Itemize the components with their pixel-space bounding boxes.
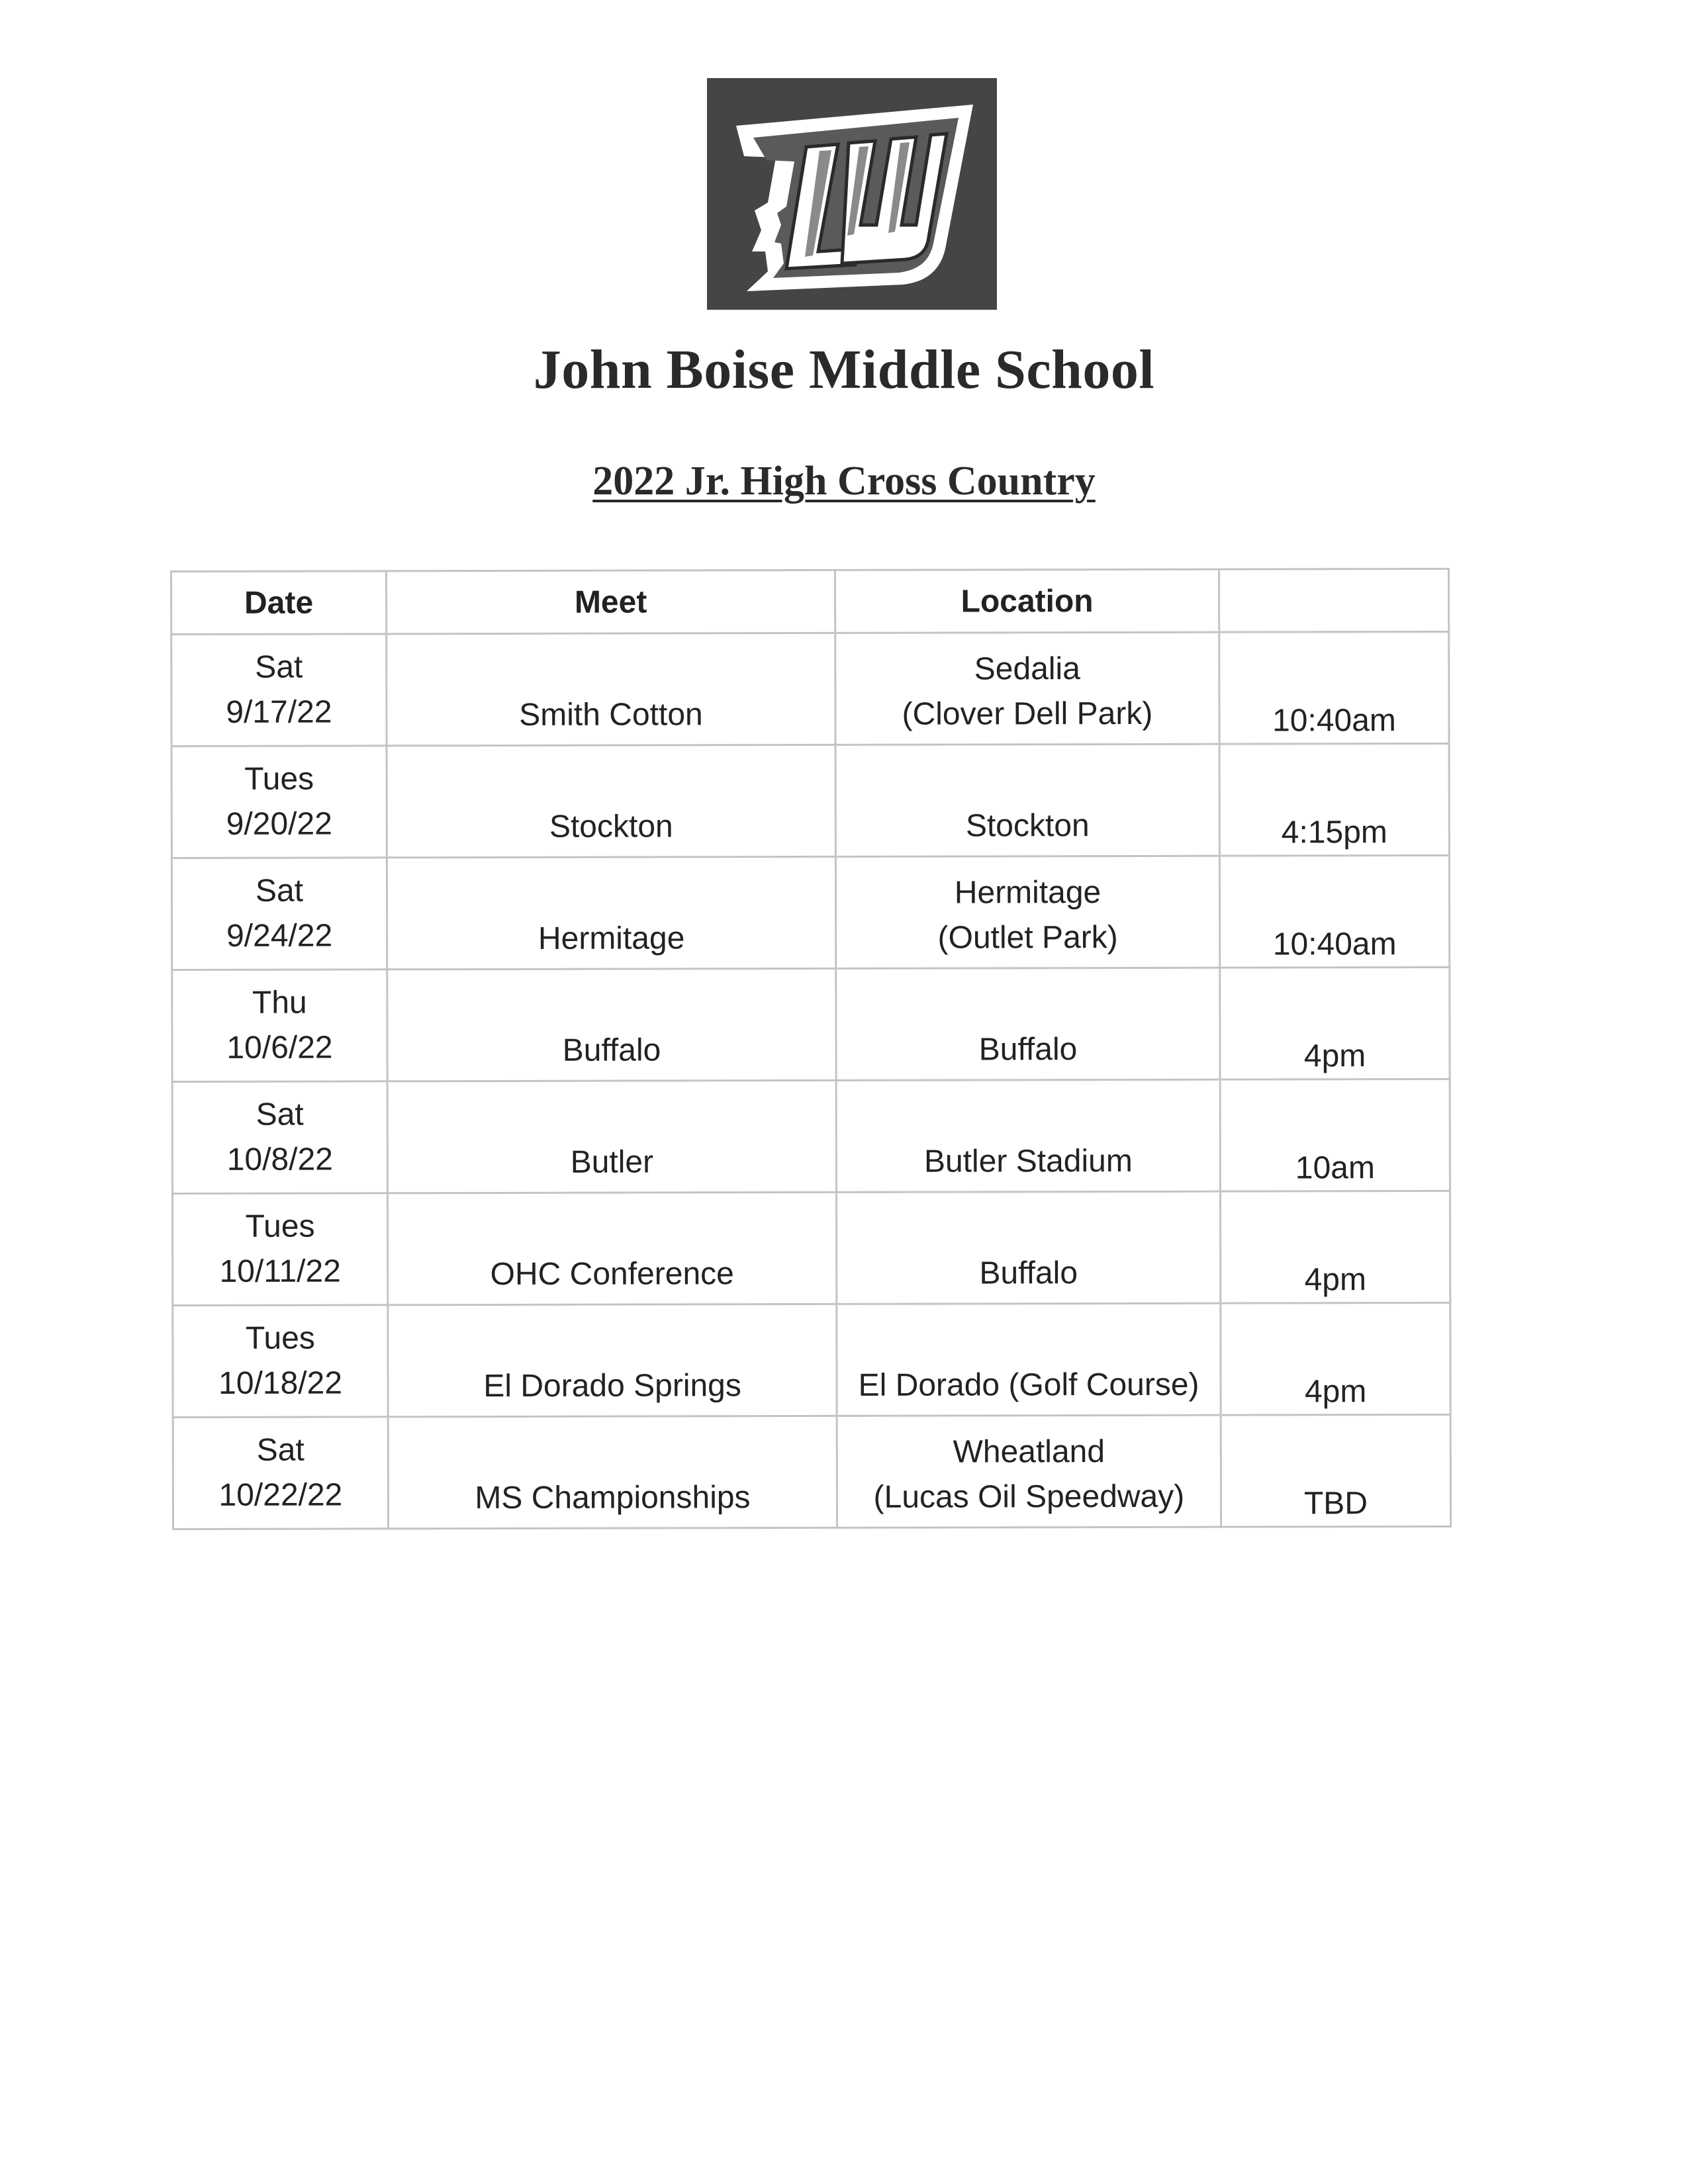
- date-cell: [171, 634, 387, 747]
- day-text: Sat: [256, 1432, 305, 1468]
- location-line1: Buffalo: [978, 1032, 1078, 1068]
- date-text: 9/17/22: [226, 694, 332, 730]
- column-header-time: [1219, 569, 1448, 632]
- day-text: Sat: [255, 873, 304, 909]
- table-row: [171, 631, 1449, 746]
- date-cell: [172, 1193, 387, 1306]
- location-cell: [835, 744, 1219, 856]
- time-cell: 4pm: [1220, 1191, 1450, 1303]
- school-name: John Boise Middle School: [533, 339, 1155, 400]
- time-cell: 4:15pm: [1219, 743, 1449, 856]
- lw-logo-icon: [707, 78, 997, 310]
- location-line1: Buffalo: [979, 1255, 1078, 1291]
- column-header-location: Location: [835, 569, 1219, 633]
- meet-cell: Hermitage: [387, 856, 835, 969]
- date-text: 10/8/22: [226, 1142, 333, 1177]
- location-line1: El Dorado (Golf Course): [858, 1367, 1199, 1403]
- time-cell: 4pm: [1220, 967, 1450, 1079]
- column-header-date: Date: [171, 571, 387, 635]
- table-row: [172, 967, 1450, 1081]
- location-line2: (Lucas Oil Speedway): [873, 1479, 1185, 1515]
- date-text: 10/18/22: [218, 1365, 343, 1401]
- date-cell: [172, 1081, 387, 1194]
- location-line2: (Clover Dell Park): [902, 696, 1153, 732]
- location-line2: (Outlet Park): [937, 920, 1118, 956]
- schedule-table: [170, 568, 1452, 1530]
- meet-cell: Buffalo: [387, 968, 836, 1081]
- meet-cell: OHC Conference: [387, 1192, 836, 1304]
- day-text: Tues: [245, 1208, 315, 1244]
- day-text: Tues: [245, 1320, 315, 1356]
- time-cell: 10:40am: [1219, 631, 1449, 744]
- table-row: [173, 1302, 1450, 1417]
- table-row: [172, 1191, 1450, 1305]
- location-line1: Sedalia: [974, 651, 1080, 687]
- location-cell: [836, 1079, 1220, 1192]
- date-cell: [171, 746, 387, 858]
- date-cell: [173, 1417, 388, 1529]
- time-cell: 4pm: [1221, 1302, 1450, 1415]
- meet-cell: Smith Cotton: [387, 633, 835, 745]
- meet-cell: El Dorado Springs: [388, 1304, 837, 1416]
- table-row: [171, 855, 1449, 970]
- school-logo: [707, 78, 997, 310]
- date-text: 10/6/22: [226, 1030, 333, 1066]
- day-text: Sat: [256, 1097, 304, 1132]
- meet-cell: MS Championships: [388, 1416, 837, 1528]
- day-text: Sat: [255, 649, 303, 685]
- day-text: Tues: [244, 761, 314, 797]
- location-cell: [835, 632, 1219, 745]
- location-cell: [837, 1415, 1221, 1527]
- column-header-meet: Meet: [387, 570, 835, 633]
- location-line1: Hermitage: [954, 875, 1102, 911]
- date-cell: [171, 858, 387, 970]
- date-text: 10/22/22: [218, 1477, 343, 1513]
- location-line1: Stockton: [965, 808, 1090, 844]
- table-header-row: [171, 569, 1449, 634]
- location-cell: [835, 856, 1219, 968]
- schedule-title: [0, 458, 1688, 505]
- location-line1: Wheatland: [953, 1434, 1105, 1470]
- meet-cell: Stockton: [387, 745, 835, 857]
- location-line1: Butler Stadium: [923, 1143, 1133, 1179]
- time-cell: TBD: [1221, 1414, 1450, 1527]
- day-text: Thu: [252, 985, 307, 1021]
- location-cell: [836, 968, 1220, 1080]
- table-row: [172, 1079, 1450, 1193]
- meet-cell: Butler: [387, 1080, 836, 1193]
- table-row: [173, 1414, 1450, 1529]
- location-cell: [836, 1191, 1220, 1304]
- date-cell: [173, 1305, 388, 1418]
- date-text: 9/24/22: [226, 918, 333, 954]
- date-text: 10/11/22: [219, 1253, 341, 1289]
- time-cell: 10am: [1220, 1079, 1450, 1191]
- table-row: [171, 743, 1449, 858]
- location-cell: [837, 1303, 1221, 1416]
- time-cell: 10:40am: [1219, 855, 1449, 968]
- date-cell: [172, 970, 387, 1082]
- schedule-title-text: 2022 Jr. High Cross Country: [592, 459, 1096, 504]
- date-text: 9/20/22: [226, 806, 332, 842]
